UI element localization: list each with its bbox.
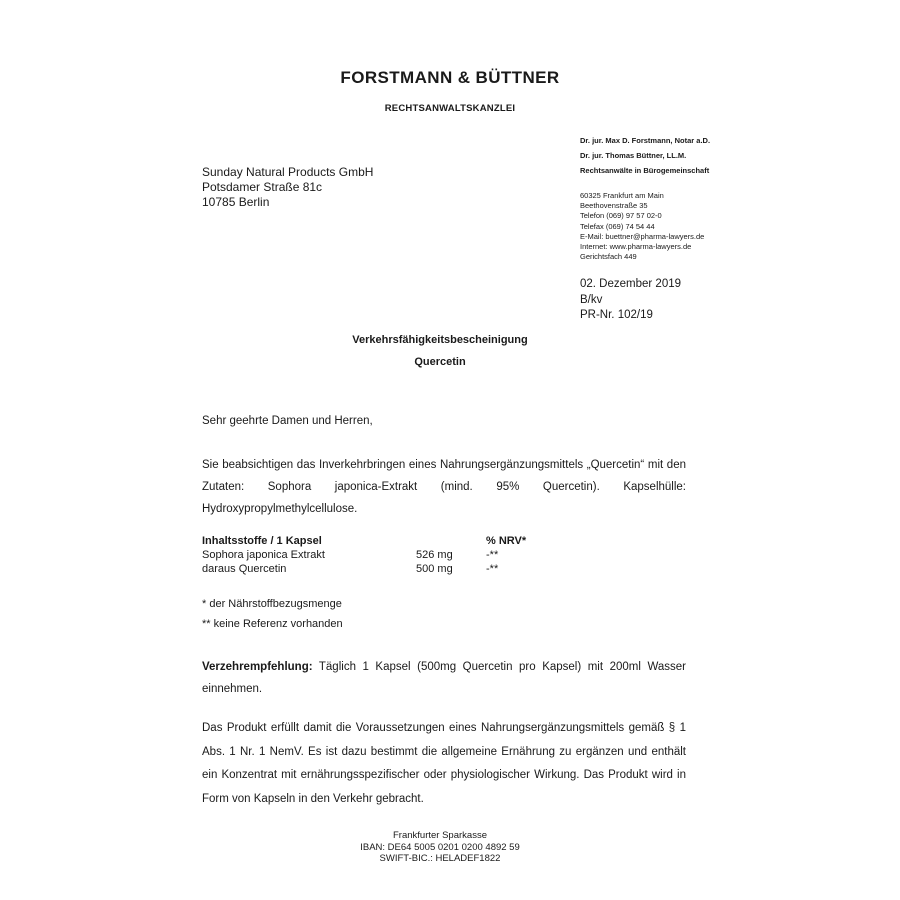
contact-court-box: Gerichtsfach 449 [580,252,637,262]
footnote: * der Nährstoffbezugsmenge [202,598,342,610]
firm-name: FORSTMANN & BÜTTNER [340,68,560,87]
recipient-street: Potsdamer Straße 81c [202,180,323,194]
ingredients-header-nrv: % NRV* [486,535,527,547]
ingredients-header-name: Inhaltsstoffe / 1 Kapsel [202,535,322,547]
contact-block [580,191,704,262]
ingredient-row [202,549,542,562]
closing-paragraph: Das Produkt erfüllt damit die Voraussetzungen eines Nahrungsergänzungsmittels gemäß § 1 Abs. 1 Nr. 1 NemV. Es ist dazu bestimmt die allgemeine Ernährung zu ergänzen und enthält ein Konzentrat mit ernährungsspezifischer oder physiologischer Wirkung. Das Produkt wird in Form von Kapseln in den Verkehr gebracht. [202,722,686,805]
bank-name: Frankfurter Sparkasse [393,830,487,841]
salutation: Sehr geehrte Damen und Herren, [202,415,373,427]
dosage-paragraph [202,656,686,700]
contact-email: E-Mail: buettner@pharma-lawyers.de [580,231,705,241]
contact-website: Internet: www.pharma-lawyers.de [580,242,692,252]
contact-city: 60325 Frankfurt am Main [580,191,664,200]
reference-initials: B/kv [580,293,603,306]
recipient-address [202,165,373,210]
partner-line: Dr. jur. Thomas Büttner, LL.M. [580,151,687,160]
partner-line: Rechtsanwälte in Bürogemeinschaft [580,166,710,175]
ingredient-name: Sophora japonica Extrakt [202,549,325,561]
ingredient-nrv: -** [486,549,499,561]
partner-line: Dr. jur. Max D. Forstmann, Notar a.D. [580,136,711,145]
ingredient-nrv: -** [486,563,499,575]
dosage-text: Täglich 1 Kapsel (500mg Quercetin pro Kapsel) mit 200ml Wasser einnehmen. [202,661,686,695]
partners-block [580,133,710,178]
document-title: Verkehrsfähigkeitsbescheinigung [352,334,528,346]
pr-number: PR-Nr. 102/19 [580,309,653,321]
footnote: ** keine Referenz vorhanden [202,618,343,630]
ingredient-amount: 500 mg [416,563,453,575]
letter-meta [580,277,681,324]
ingredients-header [202,535,542,548]
bank-details [0,830,880,865]
ingredient-name: daraus Quercetin [202,563,287,575]
letter-date: 02. Dezember 2019 [580,278,682,290]
contact-street: Beethovenstraße 35 [580,201,648,211]
recipient-name: Sunday Natural Products GmbH [202,165,374,179]
firm-type: RECHTSANWALTSKANZLEI [384,103,516,114]
dosage-label: Verzehrempfehlung: [202,661,313,673]
bank-iban: IBAN: DE64 5005 0201 0200 4892 59 [360,841,520,853]
intro-paragraph: Sie beabsichtigen das Inverkehrbringen eines Nahrungsergänzungsmittels „Quercetin“ mit den Zutaten: Sophora japonica-Extrakt (mind. 95% Quercetin). Kapselhülle: Hydroxypropylmethylcellulose. [202,459,686,515]
contact-fax: Telefax (069) 74 54 44 [580,221,655,231]
recipient-city: 10785 Berlin [202,195,270,209]
ingredient-amount: 526 mg [416,549,453,561]
ingredient-row [202,563,542,576]
contact-phone: Telefon (069) 97 57 02-0 [580,211,662,221]
bank-swift: SWIFT-BIC.: HELADEF1822 [379,853,501,864]
document-subtitle: Quercetin [414,356,466,368]
